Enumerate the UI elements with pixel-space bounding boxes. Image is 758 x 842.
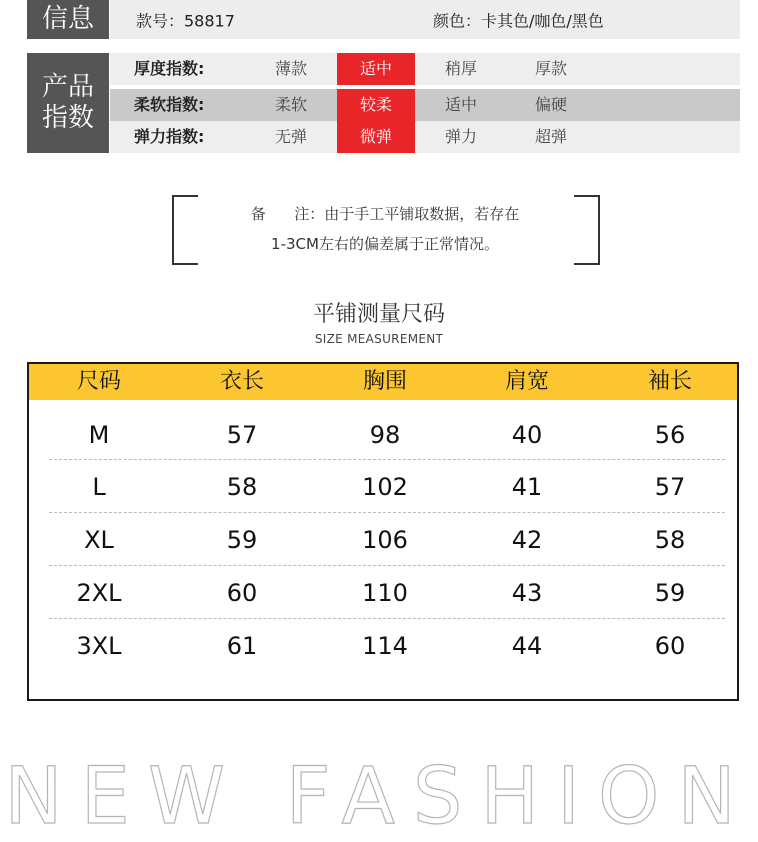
index-option: 适中 [444, 95, 477, 114]
index-title: 弹力指数: [134, 127, 205, 146]
size-table-header [29, 364, 737, 400]
cell-sleeve: 57 [654, 473, 686, 501]
cell-sleeve: 58 [654, 526, 686, 554]
cell-size: M [88, 421, 110, 449]
header-length: 衣长 [219, 369, 264, 394]
cell-length: 58 [226, 473, 258, 501]
row-divider [49, 512, 725, 513]
index-option: 无弹 [274, 127, 307, 146]
row-divider [49, 618, 725, 619]
cell-length: 59 [226, 526, 258, 554]
table-row [29, 620, 737, 672]
cell-length: 57 [226, 421, 258, 449]
product-colors: 颜色：卡其色/咖色/黑色 [433, 11, 604, 30]
row-divider [49, 459, 725, 460]
header-chest: 胸围 [362, 369, 407, 394]
cell-shoulder: 41 [511, 473, 543, 501]
cell-chest: 106 [362, 526, 408, 554]
table-row [29, 461, 737, 513]
size-table [27, 362, 739, 701]
cell-sleeve: 59 [654, 579, 686, 607]
cell-chest: 110 [362, 579, 408, 607]
cell-sleeve: 60 [654, 632, 686, 660]
softness-index-row [110, 89, 740, 121]
row-divider [49, 565, 725, 566]
index-option: 稍厚 [444, 59, 477, 78]
cell-size: 3XL [76, 632, 122, 660]
index-label-line2: 指数 [41, 103, 94, 133]
header-sleeve: 袖长 [647, 369, 692, 394]
cell-size: 2XL [76, 579, 122, 607]
index-label-line1: 产品 [41, 72, 94, 102]
info-label [27, 0, 109, 39]
new-fashion-decoration: NEW FASHION [4, 752, 754, 842]
cell-size: XL [84, 526, 114, 554]
index-option-active: 适中 [337, 53, 415, 85]
info-label-text: 信息 [41, 4, 94, 34]
note-line-1: 备 注：由于手工平铺取数据，若存在 [250, 205, 520, 223]
cell-shoulder: 42 [511, 526, 543, 554]
table-row [29, 514, 737, 566]
index-option: 薄款 [274, 59, 307, 78]
style-number: 款号：58817 [136, 11, 235, 30]
cell-length: 60 [226, 579, 258, 607]
table-row [29, 409, 737, 461]
index-option-active: 较柔 [337, 89, 415, 121]
info-row [110, 0, 740, 39]
cell-shoulder: 44 [511, 632, 543, 660]
index-option-active: 微弹 [337, 121, 415, 153]
header-shoulder: 肩宽 [504, 369, 549, 394]
cell-shoulder: 43 [511, 579, 543, 607]
index-option: 弹力 [444, 127, 477, 146]
index-option: 厚款 [534, 59, 567, 78]
index-title: 柔软指数: [134, 95, 205, 114]
header-size: 尺码 [76, 369, 121, 394]
index-title: 厚度指数: [134, 59, 205, 78]
cell-size: L [92, 473, 106, 501]
note-line-2: 1-3CM左右的偏差属于正常情况。 [271, 235, 499, 253]
cell-chest: 98 [369, 421, 401, 449]
index-label [27, 53, 109, 153]
index-option: 柔软 [274, 95, 307, 114]
cell-shoulder: 40 [511, 421, 543, 449]
index-option: 偏硬 [534, 95, 567, 114]
table-row [29, 567, 737, 619]
size-table-title: 平铺测量尺码 [312, 302, 445, 327]
size-table-subtitle: SIZE MEASUREMENT [314, 332, 444, 346]
thickness-index-row [110, 53, 740, 85]
cell-sleeve: 56 [654, 421, 686, 449]
index-option: 超弹 [534, 127, 567, 146]
elasticity-index-row [110, 121, 740, 153]
cell-chest: 102 [362, 473, 408, 501]
cell-length: 61 [226, 632, 258, 660]
cell-chest: 114 [362, 632, 408, 660]
